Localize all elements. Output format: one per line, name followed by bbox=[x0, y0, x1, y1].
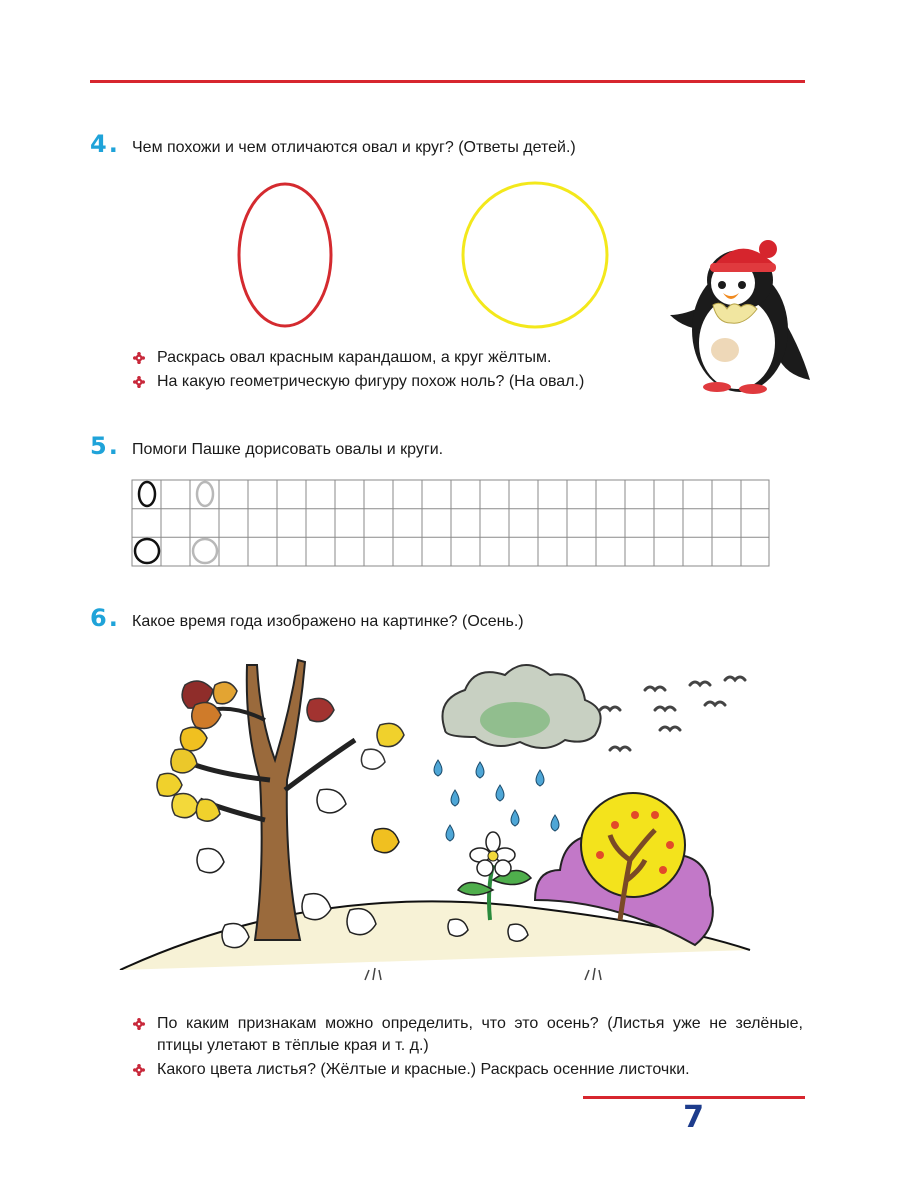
task-question: Чем похожи и чем отличаются овал и круг? (Ответы детей.) bbox=[132, 139, 576, 156]
task-question: Какое время года изображено на картинке? (Осень.) bbox=[132, 613, 524, 630]
flower-bullet-icon bbox=[133, 1013, 157, 1035]
bottom-rule bbox=[583, 1096, 805, 1099]
circle-shape bbox=[455, 178, 615, 333]
task-6-bullet-2 bbox=[133, 1059, 803, 1081]
task-4-heading bbox=[90, 130, 576, 158]
bullet-text: Раскрась овал красным карандашом, а круг жёлтым. bbox=[157, 349, 552, 366]
top-rule bbox=[90, 80, 805, 83]
autumn-scene-illustration bbox=[115, 650, 755, 1000]
page-number: 7 bbox=[683, 1100, 704, 1135]
oval-shape bbox=[230, 178, 340, 333]
flower-bullet-icon bbox=[133, 347, 157, 369]
tracing-grid[interactable] bbox=[131, 479, 771, 568]
task-number: 5. bbox=[90, 432, 120, 460]
flower-bullet-icon bbox=[133, 1059, 157, 1081]
task-5-heading bbox=[90, 432, 443, 460]
bullet-text: Какого цвета листья? (Жёлтые и красные.) Раскрась осенние листочки. bbox=[157, 1061, 690, 1078]
task-number: 6. bbox=[90, 604, 120, 632]
bullet-text: По каким признакам можно определить, что это осень? (Листья уже не зелёные, птицы улетают в тёплые края и т. д.) bbox=[157, 1015, 803, 1054]
task-question: Помоги Пашке дорисовать овалы и круги. bbox=[132, 441, 444, 458]
task-number: 4. bbox=[90, 130, 120, 158]
bullet-text: На какую геометрическую фигуру похож ноль? (На овал.) bbox=[157, 373, 585, 390]
flower-bullet-icon bbox=[133, 371, 157, 393]
task-4-bullet-2 bbox=[133, 371, 793, 393]
task-6-heading bbox=[90, 604, 524, 632]
task-4-bullet-1 bbox=[133, 347, 793, 369]
task-6-bullet-1 bbox=[133, 1013, 803, 1057]
